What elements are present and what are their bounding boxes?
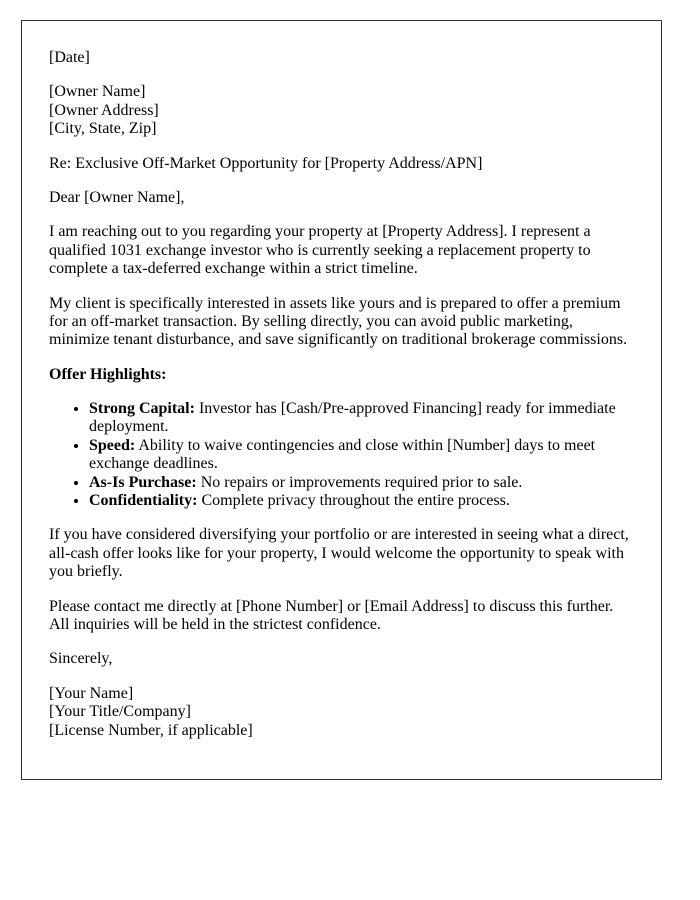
recipient-owner-address: [Owner Address] (49, 101, 159, 119)
highlight-label: Strong Capital: (89, 400, 195, 418)
highlight-text: Investor has [Cash/Pre-approved Financing] ready for immediate deployment. (89, 400, 616, 436)
signature-license: [License Number, if applicable] (49, 721, 253, 739)
body-paragraph-intro: I am reaching out to you regarding your property at [Property Address]. I represent a qualified 1031 exchange investor who is currently seeking a replacement property to complete a tax-deferred exchange within a strict timeline. (49, 223, 591, 278)
highlight-label: Speed: (89, 436, 136, 454)
closing-paragraph-portfolio: If you have considered diversifying your portfolio or are interested in seeing what a direct, all-cash offer looks like for your property, I would welcome the opportunity to speak with you briefly. (49, 526, 629, 581)
closing-paragraph-contact: Please contact me directly at [Phone Number] or [Email Address] to discuss this further. All inquiries will be held in the strictest confidence. (49, 597, 614, 633)
signature-name: [Your Name] (49, 684, 134, 702)
date-line: [Date] (49, 49, 90, 66)
highlight-item-strong-capital (89, 400, 634, 437)
body-paragraph-client-interest: My client is specifically interested in assets like yours and is prepared to offer a premium for an off-market transaction. By selling directly, you can avoid public marketing, minimize tenant disturbance, and save significantly on traditional brokerage commissions. (49, 294, 628, 349)
subject-line: Re: Exclusive Off-Market Opportunity for [Property Address/APN] (49, 154, 483, 172)
highlight-text: Ability to waive contingencies and close within [Number] days to meet exchange deadlines. (89, 436, 596, 473)
offer-highlights-heading: Offer Highlights: (49, 365, 167, 383)
recipient-block (49, 83, 634, 138)
salutation: Dear [Owner Name], (49, 188, 185, 206)
recipient-owner-name: [Owner Name] (49, 83, 146, 101)
highlight-item-as-is-purchase (89, 474, 634, 492)
highlight-text: No repairs or improvements required prior to sale. (196, 473, 523, 491)
offer-highlights-list (49, 400, 634, 510)
highlight-label: As-Is Purchase: (89, 473, 197, 491)
highlight-text: Complete privacy throughout the entire process. (197, 492, 510, 510)
recipient-city-state-zip: [City, State, Zip] (49, 120, 157, 138)
signoff: Sincerely, (49, 650, 113, 668)
signature-block (49, 685, 634, 740)
highlight-item-confidentiality (89, 492, 634, 510)
highlight-label: Confidentiality: (89, 492, 198, 510)
signature-title-company: [Your Title/Company] (49, 703, 191, 721)
letter-container (21, 20, 662, 780)
highlight-item-speed (89, 437, 634, 474)
